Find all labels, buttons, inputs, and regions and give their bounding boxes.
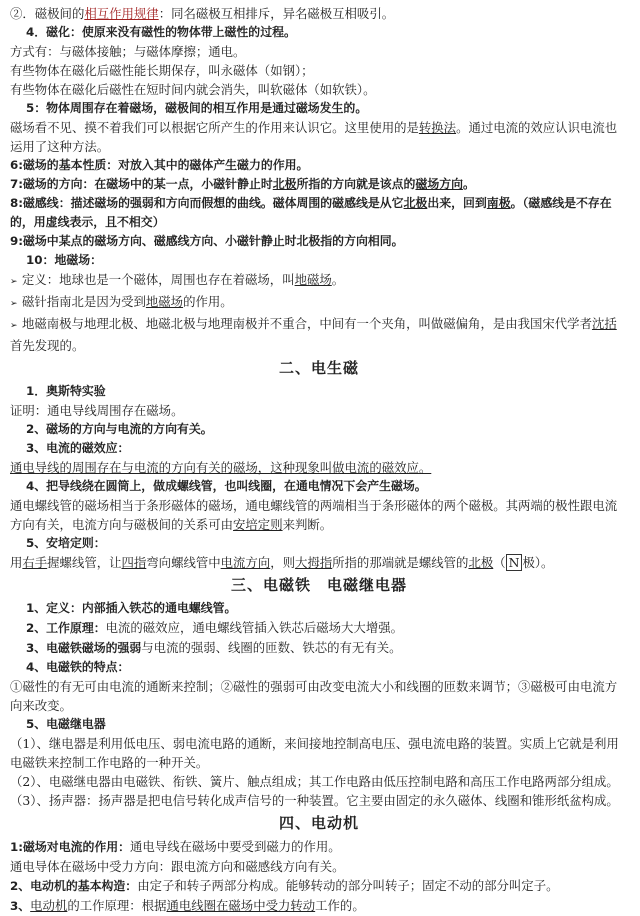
force-on-current: 1:磁场对电流的作用：通电导线在磁场中要受到磁力的作用。 — [10, 839, 341, 854]
field-direction-summary: 9:磁场中某点的磁场方向、磁感线方向、小磁针静止时北极指的方向相同。 — [10, 234, 404, 248]
electromagnet-principle: 2、工作原理：电流的磁效应，通电螺线管插入铁芯后磁场大大增强。 — [26, 620, 403, 635]
relay-item-2: （2）、电磁继电器由电磁铁、衔铁、簧片、触点组成；其工作电路由低压控制电路和高压工作电路两部分组成。 — [10, 774, 619, 789]
ampere-rule-text: 用右手握螺线管，让四指弯向螺线管中电流方向，则大拇指所指的那端就是螺线管的北极（ N 极）。 — [10, 555, 554, 570]
geomagnetic-bullet-3: ➢ 地磁南极与地理北极、地磁北极与地理南极并不重合，中间有一个夹角，叫做磁偏角，是由我国宋代学者沈括首先发现的。 — [10, 316, 617, 353]
solenoid-heading: 4、把导线绕在圆筒上，做成螺线管，也叫线圈，在通电情况下会产生磁场。 — [26, 479, 427, 493]
electromagnet-features-text: ①磁性的有无可由电流的通断来控制；②磁性的强弱可由改变电流大小和线圈的匝数来调节；③磁极可由电流方向来改变。 — [10, 679, 618, 713]
geomagnetic-bullet-1: ➢ 定义：地球也是一个磁体，周围也存在着磁场，叫地磁场。 — [10, 270, 628, 292]
force-direction: 通电导体在磁场中受力方向：跟电流方向和磁感线方向有关。 — [10, 859, 345, 874]
conversion-method-paragraph: 磁场看不见、摸不着我们可以根据它所产生的作用来认识它。这里使用的是转换法。通过电流的效应认识电流也运用了这种方法。 — [10, 120, 618, 154]
oersted-heading: 1．奥斯特实验 — [26, 384, 106, 398]
magnetization-methods: 方式有：与磁体接触；与磁体摩擦；通电。 — [10, 44, 246, 59]
magnetic-field-heading: 5：物体周围存在着磁场，磁极间的相互作用是通过磁场发生的。 — [26, 101, 368, 115]
ampere-rule-heading: 5、安培定则： — [26, 536, 106, 550]
magnetic-effect-text: 通电导线的周围存在与电流的方向有关的磁场，这种现象叫做电流的磁效应。 — [10, 460, 432, 475]
arrow-bullet-icon: ➢ — [10, 299, 18, 309]
magnetization-heading: 4．磁化：使原来没有磁性的物体带上磁性的过程。 — [26, 25, 296, 39]
motor-structure: 2、电动机的基本构造：由定子和转子两部分构成。能够转动的部分叫转子；固定不动的部分叫定子。 — [10, 878, 559, 893]
electromagnet-definition: 1、定义：内部插入铁芯的通电螺线管。 — [26, 601, 237, 615]
soft-magnet-text: 有些物体在磁化后磁性在短时间内就会消失，叫软磁体（如软铁）。 — [10, 82, 376, 97]
solenoid-paragraph: 通电螺线管的磁场相当于条形磁体的磁场，通电螺线管的两端相当于条形磁体的两个磁极。其两端的极性跟电流方向有关，电流方向与磁极间的关系可由安培定则来判断。 — [10, 498, 618, 532]
field-lines-paragraph: 8:磁感线：描述磁场的强弱和方向而假想的曲线。磁体周围的磁感线是从它北极出来，回到南极。（磁感线是不存在的，用虚线表示，且不相交） — [10, 196, 612, 229]
electromagnet-strength: 3、电磁铁磁场的强弱与电流的强弱、线圈的匝数、铁芯的有无有关。 — [26, 640, 402, 655]
section-title-electromagnetism: 二、电生磁 — [278, 359, 359, 377]
relay-item-3: （3）、扬声器：扬声器是把电信号转化成声信号的一种装置。它主要由固定的永久磁体、线圈和锥形纸盆构成。 — [10, 793, 619, 808]
section-title-motor: 四、电动机 — [278, 814, 359, 832]
permanent-magnet-text: 有些物体在磁化后磁性能长期保存，叫永磁体（如钢）； — [10, 63, 314, 78]
relay-heading: 5、电磁继电器 — [26, 717, 106, 731]
field-current-direction-heading: 2、磁场的方向与电流的方向有关。 — [26, 422, 213, 436]
motor-principle: 3、电动机的工作原理：根据通电线圈在磁场中受力转动工作的。 — [10, 898, 365, 913]
geomagnetic-bullet-2: ➢ 磁针指南北是因为受到地磁场的作用。 — [10, 292, 628, 314]
geomagnetic-heading: 10：地磁场： — [26, 253, 103, 267]
relay-item-1: （1）、继电器是利用低电压、弱电流电路的通断，来间接地控制高电压、强电流电路的装置。实质上它就是利用电磁铁来控制工作电路的一种开关。 — [10, 736, 619, 770]
section-title-electromagnet: 三、电磁铁 电磁继电器 — [230, 576, 407, 594]
arrow-bullet-icon: ➢ — [10, 321, 18, 331]
magnetic-effect-heading: 3、电流的磁效应： — [26, 441, 130, 455]
field-direction-heading: 7:磁场的方向：在磁场中的某一点，小磁针静止时北极所指的方向就是该点的磁场方向。 — [10, 177, 475, 191]
electromagnet-features-heading: 4、电磁铁的特点： — [26, 660, 130, 674]
magnetic-pole-rule: ②．磁极间的相互作用规律：同名磁极互相排斥，异名磁极互相吸引。 — [10, 6, 395, 21]
field-property-heading: 6:磁场的基本性质：对放入其中的磁体产生磁力的作用。 — [10, 158, 309, 172]
arrow-bullet-icon: ➢ — [10, 277, 18, 287]
oersted-proof: 证明：通电导线周围存在磁场。 — [10, 403, 184, 418]
